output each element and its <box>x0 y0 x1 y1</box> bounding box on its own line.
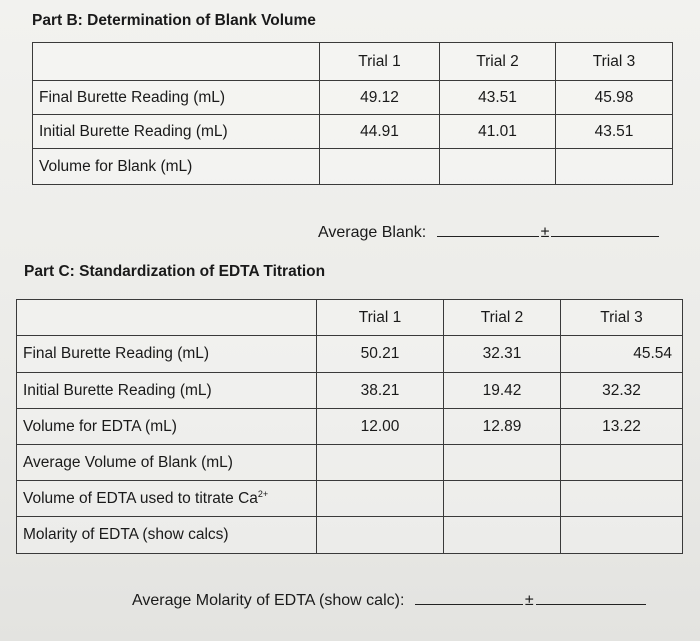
trial-2-value: 32.31 <box>444 336 561 373</box>
table-row <box>17 517 683 554</box>
plus-minus-sign: ± <box>540 224 550 241</box>
trial-2-value[interactable] <box>440 149 556 185</box>
row-label: Initial Burette Reading (mL) <box>33 115 320 149</box>
table-row <box>17 373 683 409</box>
trial-1-header: Trial 1 <box>320 43 440 81</box>
trial-2-value: 12.89 <box>444 409 561 445</box>
trial-2-value: 41.01 <box>440 115 556 149</box>
row-label: Volume for EDTA (mL) <box>17 409 317 445</box>
table-row <box>17 409 683 445</box>
row-label <box>17 481 317 517</box>
trial-1-value[interactable] <box>317 445 444 481</box>
trial-1-value: 49.12 <box>320 81 440 115</box>
table-header-row <box>17 300 683 336</box>
trial-3-value: 45.54 <box>561 336 683 373</box>
trial-1-header: Trial 1 <box>317 300 444 336</box>
trial-2-value[interactable] <box>444 445 561 481</box>
trial-1-value[interactable] <box>317 481 444 517</box>
trial-3-value[interactable] <box>556 149 673 185</box>
table-row <box>17 445 683 481</box>
average-molarity-field[interactable] <box>415 603 523 605</box>
row-label: Average Volume of Blank (mL) <box>17 445 317 481</box>
header-empty-cell <box>33 43 320 81</box>
edta-standardization-table <box>16 299 683 554</box>
row-label: Molarity of EDTA (show calcs) <box>17 517 317 554</box>
trial-3-value: 45.98 <box>556 81 673 115</box>
blank-volume-table <box>32 42 673 185</box>
row-label: Final Burette Reading (mL) <box>17 336 317 373</box>
average-blank-field[interactable] <box>437 235 539 237</box>
table-row <box>33 115 673 149</box>
molarity-uncertainty-field[interactable] <box>536 603 646 605</box>
table-row <box>17 336 683 373</box>
trial-3-value[interactable] <box>561 445 683 481</box>
average-blank-label: Average Blank: <box>318 224 427 241</box>
trial-2-value: 43.51 <box>440 81 556 115</box>
trial-3-value[interactable] <box>561 517 683 554</box>
trial-3-header: Trial 3 <box>561 300 683 336</box>
table-header-row <box>33 43 673 81</box>
trial-1-value: 38.21 <box>317 373 444 409</box>
trial-2-value: 19.42 <box>444 373 561 409</box>
trial-3-value: 32.32 <box>561 373 683 409</box>
trial-2-header: Trial 2 <box>440 43 556 81</box>
average-molarity-line <box>132 592 646 610</box>
trial-1-value[interactable] <box>317 517 444 554</box>
calcium-charge-superscript: 2+ <box>257 488 269 499</box>
part-b-heading: Part B: Determination of Blank Volume <box>32 12 316 29</box>
row-label: Initial Burette Reading (mL) <box>17 373 317 409</box>
row-label: Final Burette Reading (mL) <box>33 81 320 115</box>
trial-3-value: 13.22 <box>561 409 683 445</box>
trial-1-value: 50.21 <box>317 336 444 373</box>
part-c-heading: Part C: Standardization of EDTA Titration <box>24 263 326 280</box>
trial-1-value: 44.91 <box>320 115 440 149</box>
table-row <box>33 81 673 115</box>
trial-3-value: 43.51 <box>556 115 673 149</box>
trial-1-value: 12.00 <box>317 409 444 445</box>
average-blank-line <box>318 224 659 242</box>
plus-minus-sign: ± <box>524 592 534 609</box>
header-empty-cell <box>17 300 317 336</box>
trial-2-header: Trial 2 <box>444 300 561 336</box>
row-label: Volume for Blank (mL) <box>33 149 320 185</box>
average-molarity-label: Average Molarity of EDTA (show calc): <box>132 592 405 609</box>
trial-3-header: Trial 3 <box>556 43 673 81</box>
trial-3-value[interactable] <box>561 481 683 517</box>
row-label-text: Volume of EDTA used to titrate Ca <box>23 490 258 508</box>
blank-uncertainty-field[interactable] <box>551 235 659 237</box>
table-row <box>33 149 673 185</box>
trial-2-value[interactable] <box>444 481 561 517</box>
trial-1-value[interactable] <box>320 149 440 185</box>
table-row <box>17 481 683 517</box>
trial-2-value[interactable] <box>444 517 561 554</box>
